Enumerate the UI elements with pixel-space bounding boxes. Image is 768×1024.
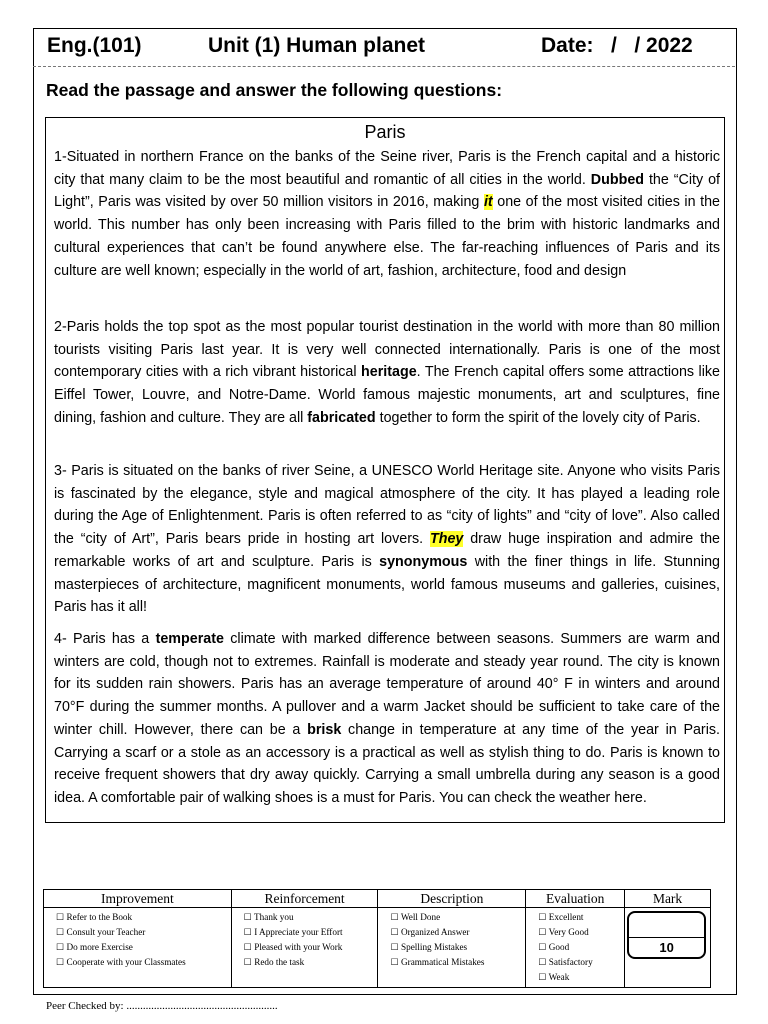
mark-box[interactable] [627,911,706,959]
passage-box [45,117,725,823]
rubric-checkbox-option[interactable]: ☐ Refer to the Book [56,912,133,922]
header-description: Description [378,890,526,908]
mark-divider [629,937,704,938]
vocabulary-word: synonymous [379,553,468,570]
rubric-checkbox-option[interactable]: ☐ Do more Exercise [56,942,133,952]
improvement-options [44,908,232,988]
rubric-checkbox-option[interactable]: ☐ Satisfactory [538,957,593,967]
rubric-checkbox-option[interactable]: ☐ Grammatical Mistakes [390,957,485,967]
instruction: Read the passage and answer the following questions: [46,80,503,100]
passage-text: together to form the spirit of the lovely city of Paris. [375,409,701,426]
passage-text: 3- Paris is situated on the banks of river Seine, a UNESCO World Heritage site. Anyone who visits Paris is fascinated by the elegance, style and magical atmosphere of the city. It has played a leading role during the Age of Enlightenment. Paris is often referred to as “city of lights” and “city of love”. Also called the “city of Art”, Paris bears pride in hosting art lovers. [54,463,720,548]
passage-text: the “City of Light”, Paris was visited by over 50 million visitors in 2016, making [54,171,720,211]
rubric-checkbox-option[interactable]: ☐ Thank you [243,912,294,922]
passage-text: 2-Paris holds the top spot as the most popular tourist destination in the world with more than 80 million tourists visiting Paris last year. It is very well connected internationally. Paris is one of the most contemporary cities with a rich vibrant historical [54,319,720,381]
header-evaluation: Evaluation [526,890,625,908]
passage-text: 1-Situated in northern France on the banks of the Seine river, Paris is the French capital and a historic city that many claim to be the most beautiful and romantic of all cities in the world. [54,149,720,188]
description-options [378,908,526,988]
vocabulary-word: fabricated [307,409,376,426]
mark-total: 10 [659,940,674,955]
passage-text: . The French capital offers some attractions like Eiffel Tower, Louvre, and Notre-Dame. World famous majestic monuments, art and sculptures, fine dining, fashion and culture. They are all [54,364,720,426]
passage-text: one of the most visited cities in the world. This number has only been increasing with Paris filled to the brim with historic landmarks and cultural experiences that can’t be found anywhere else. The far-reaching influences of Paris and its culture are well known; especially in the world of art, fashion, architecture, food and design [54,194,721,279]
evaluation-options [526,908,625,988]
rubric-checkbox-option[interactable]: ☐ Consult your Teacher [56,927,146,937]
rubric-checkbox-option[interactable]: ☐ Organized Answer [390,927,470,937]
paragraph-3 [54,460,720,619]
passage-title: Paris [364,122,406,142]
rubric-checkbox-option[interactable]: ☐ Well Done [390,912,441,922]
paragraph-2 [54,316,720,430]
rubric-checkbox-option[interactable]: ☐ Weak [538,972,570,982]
highlighted-reference-word: They [429,531,464,548]
paragraph-4 [54,628,720,810]
unit-title: Unit (1) Human planet [208,34,426,57]
peer-checked-line: Peer Checked by: ....................................................... [46,1000,278,1012]
passage-text: draw huge inspiration and admire the remarkable works of art and sculpture. Paris is [54,531,720,570]
rubric-checkbox-option[interactable]: ☐ Spelling Mistakes [390,942,468,952]
worksheet-header [33,28,735,67]
paragraph-1 [54,146,720,282]
passage-text: change in temperature at any time of the year in Paris. Carrying a scarf or a stole as an accessory is a practical as well as stylish thing to do. Paris is known to receive frequent showers that dry away quickly. Carrying a small umbrella during any season is a good idea. A comfortable pair of walking shoes is a must for Paris. You can check the weather here. [54,721,720,806]
mark-cell [625,908,711,988]
date-field: Date: / / 2022 [541,34,693,57]
header-mark: Mark [625,890,711,908]
vocabulary-word: heritage [361,364,417,381]
rubric-checkbox-option[interactable]: ☐ Redo the task [243,957,305,967]
passage-text: 4- Paris has a [54,631,156,647]
rubric-checkbox-option[interactable]: ☐ Pleased with your Work [243,942,343,952]
rubric-checkbox-option[interactable]: ☐ Excellent [538,912,584,922]
rubric-checkbox-option[interactable]: ☐ Very Good [538,927,589,937]
passage-text: with the finer things in life. Stunning masterpieces of architecture, magnificent monuments, world famous museums and galleries, cuisines, Paris has it all! [54,553,721,616]
passage-text: climate with marked difference between seasons. Summers are warm and winters are cold, though not to extremes. Rainfall is moderate and steady year round. The city is known for its sudden rain showers. Paris has an average temperature of around 40° F in winters and around 70°F during the summer months. A pullover and a warm Jacket should be sufficient to take care of the winter chill. However, there can be a [54,631,720,738]
highlighted-reference-word: it [483,194,493,211]
header-improvement: Improvement [44,890,232,908]
vocabulary-word: temperate [155,631,224,647]
rubric-checkbox-option[interactable]: ☐ I Appreciate your Effort [243,927,343,937]
rubric-checkbox-option[interactable]: ☐ Good [538,942,570,952]
header-reinforcement: Reinforcement [231,890,378,908]
rubric-checkbox-option[interactable]: ☐ Cooperate with your Classmates [56,957,186,967]
reinforcement-options [231,908,378,988]
vocabulary-word: brisk [307,721,342,738]
feedback-rubric [43,889,711,988]
course-code: Eng.(101) [47,34,142,57]
vocabulary-word: Dubbed [590,171,645,188]
